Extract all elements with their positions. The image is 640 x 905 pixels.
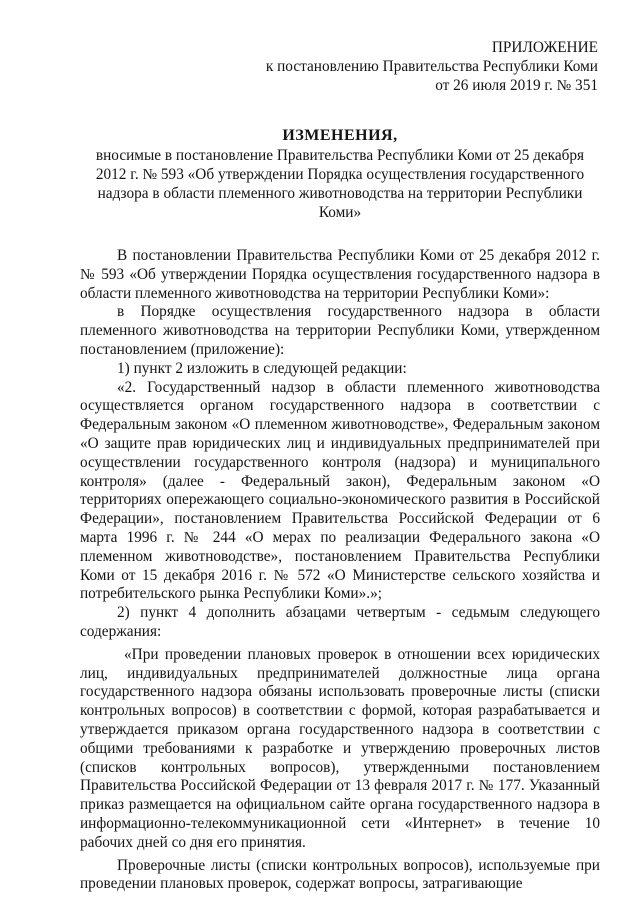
paragraph-checklists: «При проведении плановых проверок в отношении всех юридических лиц, индивидуальных предпринимателей должностные лица органа государственного надзора обязаны использовать проверочные листы (списки контрольных вопросов) в соответствии с формой, которая разрабатывается и утверждается приказом органа государственного надзора в соответствии с общими требованиями к разработке и утверждению проверочных листов (списков контрольных вопросов), утвержденными постановлением Правительства Российской Федерации от 13 февраля 2017 г. № 177. Указанный приказ размещается на официальном сайте органа государственного надзора в информационно-телекоммуникационной сети «Интернет» в течение 10 рабочих дней со дня его принятия. [80,645,600,851]
document-title: ИЗМЕНЕНИЯ, [282,127,398,144]
paragraph-item-1: 1) пункт 2 изложить в следующей редакции: [117,359,407,377]
paragraph-intro: В постановлении Правительства Республики Коми от 25 декабря 2012 г. № 593 «Об утверждении Порядка осуществления государственного надзора в области племенного животноводства на территории Республики Коми»: [80,247,600,302]
appendix-resolution-date: от 26 июля 2019 г. № 351 [435,77,598,94]
appendix-label: ПРИЛОЖЕНИЕ [491,39,598,56]
appendix-resolution-ref: к постановлению Правительства Республики Коми [265,58,598,75]
document-body [80,247,600,894]
paragraph-item-2-text: «2. Государственный надзор в области племенного животноводства осуществляется органом государственного надзора в соответствии с Федеральным законом «О племенном животноводстве», Федеральным законом «О защите прав юридических лиц и индивидуальных предпринимателей при осуществлении государственного контроля (надзора) и муниципального контроля» (далее - Федеральный закон), Федеральным законом «О территориях опережающего социально-экономического развития в Российской Федерации», постановлением Правительства Российской Федерации от 6 марта 1996 г. № 244 «О мерах по реализации Федерального закона «О племенном животноводстве», постановлением Правительства Республики Коми от 15 декабря 2016 г. № 572 «О Министерстве сельского хозяйства и потребительского рынка Республики Коми».»; [80,378,600,603]
paragraph-checklist-contents: Проверочные листы (списки контрольных вопросов), используемые при проведении плановых проверок, содержат вопросы, затрагивающие [80,856,600,893]
appendix-header [266,38,598,95]
paragraph-procedure: в Порядке осуществления государственного надзора в области племенного животноводства на территории Республики Коми, утвержденном постановлением (приложение): [80,303,600,358]
paragraph-item-2: 2) пункт 4 дополнить абзацами четвертым - седьмым следующего содержания: [80,604,600,640]
title-block [80,126,600,222]
document-subtitle: вносимые в постановление Правительства Республики Коми от 25 декабря 2012 г. № 593 «Об утверждении Порядка осуществления государственного надзора в области племенного животноводства на территории Республики Коми» [95,147,585,221]
